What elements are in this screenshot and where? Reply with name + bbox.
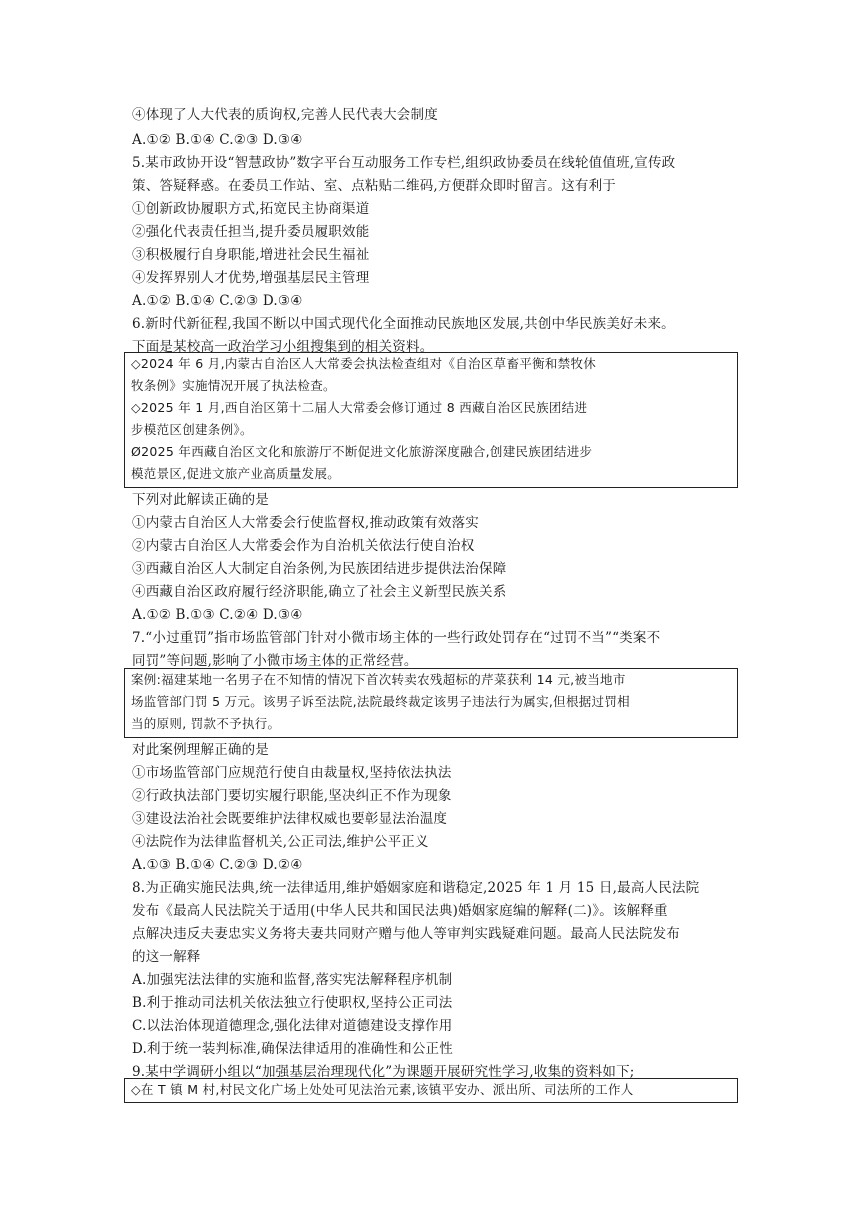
q5-answer-choices: A.①② B.①④ C.②③ D.③④	[132, 293, 303, 309]
q7-stem-line-1: 7.“小过重罚”指市场监管部门针对小微市场主体的一些行政处罚存在“过罚不当”“类案不	[132, 630, 661, 646]
q6-material-line-1: ◇2024 年 6 月,内蒙古自治区人大常委会执法检查组对《自治区草畜平衡和禁牧休	[131, 356, 597, 371]
q8-option-b: B.利于推动司法机关依法独立行使职权,坚持公正司法	[132, 995, 453, 1011]
q6-stem-line-1: 6.新时代新征程,我国不断以中国式现代化全面推动民族地区发展,共创中华民族美好未来。	[132, 316, 675, 332]
q6-material-line-4: 步模范区创建条例》。	[131, 422, 253, 437]
q6-option-3: ③西藏自治区人大制定自治条例,为民族团结进步提供法治保障	[132, 561, 507, 577]
q6-option-4: ④西藏自治区政府履行经济职能,确立了社会主义新型民族关系	[132, 584, 507, 600]
q6-material-line-6: 模范景区,促进文旅产业高质量发展。	[131, 466, 341, 481]
q4-answer-choices: A.①② B.①④ C.②③ D.③④	[132, 132, 303, 148]
q7-answer-choices: A.①③ B.①④ C.②③ D.②④	[132, 857, 303, 873]
q7-question: 对此案例理解正确的是	[132, 742, 269, 758]
q6-material-line-2: 牧条例》实施情况开展了执法检查。	[131, 378, 336, 393]
q5-option-1: ①创新政协履职方式,拓宽民主协商渠道	[132, 201, 370, 217]
q6-stem-line-2: 下面是某校高一政治学习小组搜集到的相关资料。	[132, 339, 434, 355]
q6-question: 下列对此解读正确的是	[132, 492, 269, 508]
q6-answer-choices: A.①② B.①③ C.②④ D.③④	[132, 607, 303, 623]
q8-stem-line-1: 8.为正确实施民法典,统一法律适用,维护婚姻家庭和谐稳定,2025 年 1 月 15 日,最高人民法院	[132, 880, 700, 896]
q8-option-d: D.利于统一装判标准,确保法律适用的准确性和公正性	[132, 1041, 453, 1057]
q8-option-a: A.加强宪法法律的实施和监督,落实宪法解释程序机制	[132, 972, 453, 988]
q7-option-3: ③建设法治社会既要维护法律权威也要彰显法治温度	[132, 811, 448, 827]
q5-option-4: ④发挥界别人才优势,增强基层民主管理	[132, 270, 370, 286]
q8-stem-line-4: 的这一解释	[132, 949, 201, 965]
q8-stem-line-3: 点解决违反夫妻忠实义务将夫妻共同财产赠与他人等审判实践疑难问题。最高人民法院发布	[132, 926, 680, 942]
q6-material-line-3: ◇2025 年 1 月,西自治区第十二届人大常委会修订通过 8 西藏自治区民族团结进	[131, 400, 588, 415]
q9-stem: 9.某中学调研小组以“加强基层治理现代化”为课题开展研究性学习,收集的资料如下;	[132, 1064, 635, 1080]
q5-stem-line-2: 策、答疑释惑。在委员工作站、室、点粘贴二维码,方便群众即时留言。这有利于	[132, 178, 616, 194]
q9-material-box	[124, 1078, 738, 1103]
q6-material-box	[124, 352, 738, 488]
q7-option-1: ①市场监管部门应规范行使自由裁量权,坚持依法执法	[132, 765, 452, 781]
q7-case-line-1: 案例:福建某地一名男子在不知情的情况下首次转卖农残超标的芹菜获利 14 元,被当地市	[131, 672, 626, 687]
q5-option-2: ②强化代表责任担当,提升委员履职效能	[132, 224, 370, 240]
q4-option-4: ④体现了人大代表的质询权,完善人民代表大会制度	[132, 107, 438, 123]
q5-stem-line-1: 5.某市政协开设“智慧政协”数字平台互动服务工作专栏,组织政协委员在线轮值值班,宣传政	[132, 155, 676, 171]
q6-option-1: ①内蒙古自治区人大常委会行使监督权,推动政策有效落实	[132, 515, 479, 531]
q5-option-3: ③积极履行自身职能,增进社会民生福祉	[132, 247, 370, 263]
q7-stem-line-2: 同罚”等问题,影响了小微市场主体的正常经营。	[132, 653, 418, 669]
q9-material-line-1: ◇在 T 镇 M 村,村民文化广场上处处可见法治元素,该镇平安办、派出所、司法所的工作人	[131, 1082, 634, 1097]
q6-material-line-5: Ø2025 年西藏自治区文化和旅游厅不断促进文化旅游深度融合,创建民族团结进步	[131, 444, 593, 459]
q7-case-line-2: 场监管部门罚 5 万元。该男子诉至法院,法院最终裁定该男子违法行为属实,但根据过罚相	[131, 694, 630, 709]
q7-option-2: ②行政执法部门要切实履行职能,坚决纠正不作为现象	[132, 788, 452, 804]
q6-option-2: ②内蒙古自治区人大常委会作为自治机关依法行使自治权	[132, 538, 475, 554]
q7-option-4: ④法院作为法律监督机关,公正司法,维护公平正义	[132, 834, 429, 850]
q7-case-box	[124, 668, 738, 738]
q8-option-c: C.以法治体现道德理念,强化法律对道德建设支撑作用	[132, 1018, 453, 1034]
q8-stem-line-2: 发布《最高人民法院关于适用(中华人民共和国民法典)婚姻家庭编的解释(二)》。该解释重	[132, 903, 668, 919]
q7-case-line-3: 当的原则, 罚款不予执行。	[131, 716, 281, 731]
